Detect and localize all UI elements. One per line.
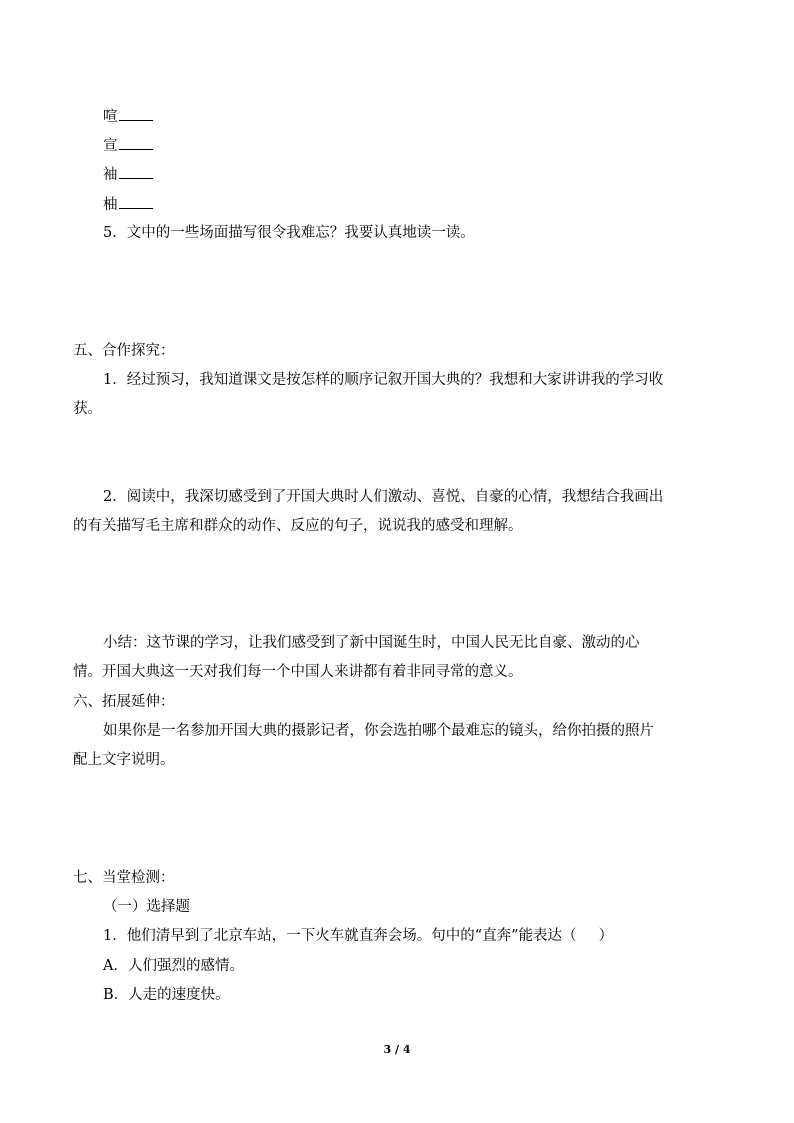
- fill-word: 袖: [103, 167, 118, 183]
- section-7-q1-stem: 1．他们清早到了北京车站，一下火车就直奔会场。句中的“直奔”能表达（: [103, 928, 577, 944]
- fill-item-2: [103, 135, 153, 156]
- question-4-5: 5．文中的一些场面描写很令我难忘？我要认真地读一读。: [103, 225, 475, 241]
- section-5-q1-line2: 获。: [73, 401, 102, 417]
- answer-blank[interactable]: [119, 106, 153, 121]
- summary-line1: 小结：这节课的学习，让我们感受到了新中国诞生时，中国人民无比自豪、激动的心: [103, 635, 640, 651]
- section-5-title: 五、合作探究：: [73, 343, 175, 359]
- fill-word: 柚: [103, 197, 118, 213]
- section-5-q2-line2: 的有关描写毛主席和群众的动作、反应的句子，说说我的感受和理解。: [73, 518, 523, 534]
- answer-blank[interactable]: [119, 164, 153, 179]
- section-6-line2: 配上文字说明。: [73, 752, 175, 768]
- section-5-q1-line1: 1．经过预习，我知道课文是按怎样的顺序记叙开国大典的？我想和大家讲讲我的学习收: [103, 372, 664, 388]
- page-number: 3 / 4: [383, 1043, 411, 1056]
- fill-item-4: [103, 194, 153, 215]
- section-6-title: 六、拓展延伸：: [73, 694, 175, 710]
- fill-item-1: [103, 106, 153, 127]
- fill-word: 喧: [103, 109, 118, 125]
- section-6-line1: 如果你是一名参加开国大典的摄影记者，你会选拍哪个最难忘的镜头，给你拍摄的照片: [103, 723, 654, 739]
- fill-word: 宣: [103, 138, 118, 154]
- fill-item-3: [103, 164, 153, 185]
- option-b: B．人走的速度快。: [103, 987, 230, 1003]
- answer-blank[interactable]: [119, 194, 153, 209]
- option-a: A．人们强烈的感情。: [103, 958, 244, 974]
- section-5-q2-line1: 2．阅读中，我深切感受到了开国大典时人们激动、喜悦、自豪的心情，我想结合我画出: [103, 489, 664, 505]
- summary-line2: 情。开国大典这一天对我们每一个中国人来讲都有着非同寻常的意义。: [73, 664, 523, 680]
- section-7-q1-close: ）: [598, 928, 614, 944]
- section-7-q1: [103, 926, 613, 946]
- answer-blank[interactable]: [119, 135, 153, 150]
- section-7-title: 七、当堂检测：: [73, 870, 175, 886]
- section-7-subtitle: （一）选择题: [103, 899, 190, 915]
